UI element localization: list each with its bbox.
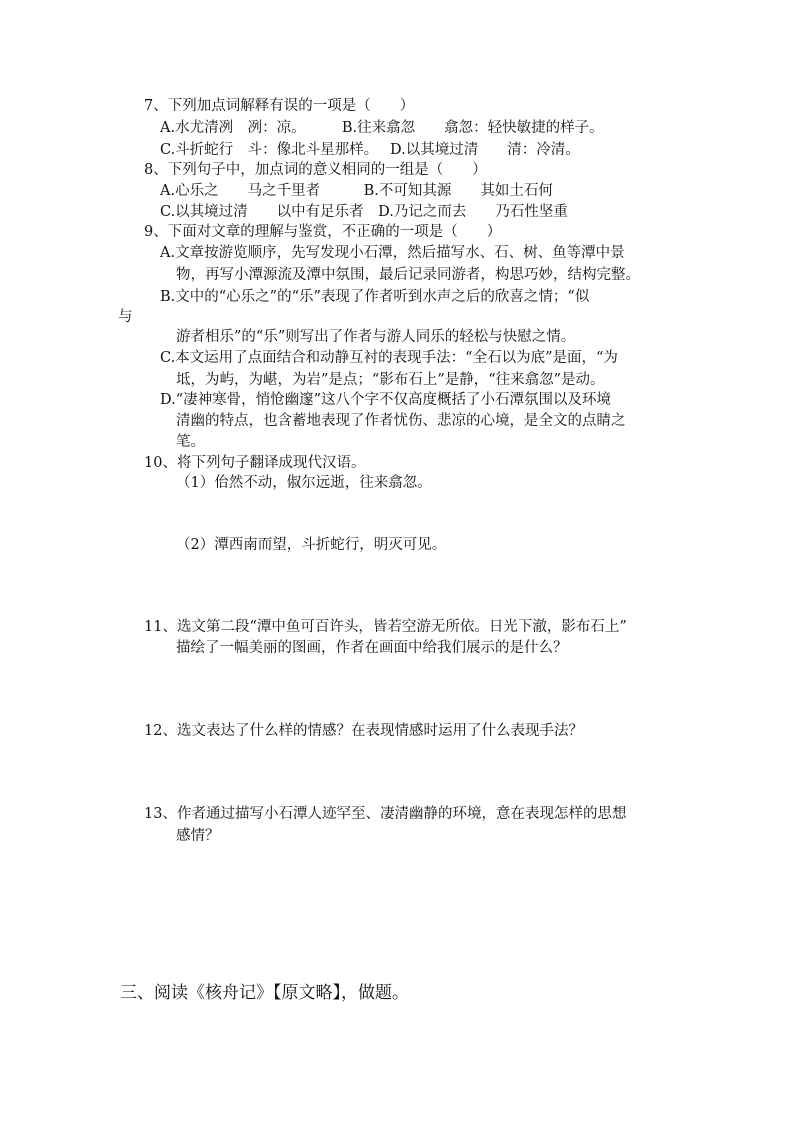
- question-11-line1: 11、选文第二段“潭中鱼可百许头，皆若空游无所依。日光下澈，影布石上”: [144, 619, 627, 635]
- question-7-options-ab: A.水尤清冽 冽：凉。 B.往来翕忽 翕忽：轻快敏捷的样子。: [160, 120, 604, 136]
- question-8-stem: 8、下列句子中，加点词的意义相同的一组是（ ）: [144, 162, 487, 178]
- question-7-options-cd: C.斗折蛇行 斗：像北斗星那样。 D.以其境过清 清：冷清。: [160, 142, 580, 158]
- question-10-stem: 10、将下列句子翻译成现代汉语。: [144, 455, 366, 471]
- question-9-option-b-line2: 游者相乐”的“乐”则写出了作者与游人同乐的轻松与快慰之情。: [176, 329, 576, 345]
- question-10-sentence-1: （1）佁然不动，俶尔远逝，往来翕忽。: [176, 475, 432, 491]
- question-9-option-d-line2: 清幽的特点，也含蓄地表现了作者忧伤、悲凉的心境，是全文的点睛之: [176, 413, 626, 429]
- section-3-title: 三、阅读《核舟记》【原文略】，做题。: [120, 983, 409, 1003]
- question-9-option-c-line2: 坻，为屿，为嵁，为岩”是点；“影布石上”是静，“往来翕忽”是动。: [176, 372, 605, 388]
- question-9-option-d-line1: D.“凄神寒骨，悄怆幽邃”这八个字不仅高度概括了小石潭氛围以及环境: [160, 392, 612, 408]
- question-13-line2: 感情？: [176, 828, 220, 844]
- question-9-option-a-line1: A.文章按游览顺序，先写发现小石潭，然后描写水、石、树、鱼等潭中景: [160, 245, 625, 261]
- question-9-stem: 9、下面对文章的理解与鉴赏，不正确的一项是（ ）: [144, 224, 502, 240]
- question-8-options-cd: C.以其境过清 以中有足乐者 D.乃记之而去 乃石性坚重: [160, 204, 568, 220]
- question-12-line1: 12、选文表达了什么样的情感？在表现情感时运用了什么表现手法？: [144, 723, 583, 739]
- question-9-option-d-line3: 笔。: [176, 434, 205, 450]
- question-8-options-ab: A.心乐之 马之千里者 B.不可知其源 其如土石何: [160, 183, 553, 199]
- question-9-option-a-line2: 物，再写小潭源流及潭中氛围，最后记录同游者，构思巧妙，结构完整。: [176, 267, 640, 283]
- question-9-option-b-orphan: 与: [118, 309, 133, 325]
- question-10-sentence-2: （2）潭西南而望，斗折蛇行，明灭可见。: [176, 537, 447, 553]
- question-9-option-b-line1: B.文中的“心乐之”的“乐”表现了作者听到水声之后的欣喜之情；“似: [160, 289, 590, 305]
- question-13-line1: 13、作者通过描写小石潭人迹罕至、凄清幽静的环境，意在表现怎样的思想: [144, 806, 627, 822]
- question-7-stem: 7、下列加点词解释有误的一项是（ ）: [144, 98, 415, 114]
- question-9-option-c-line1: C.本文运用了点面结合和动静互衬的表现手法：“全石以为底”是面，“为: [160, 350, 618, 366]
- question-11-line2: 描绘了一幅美丽的图画，作者在画面中给我们展示的是什么？: [176, 640, 568, 656]
